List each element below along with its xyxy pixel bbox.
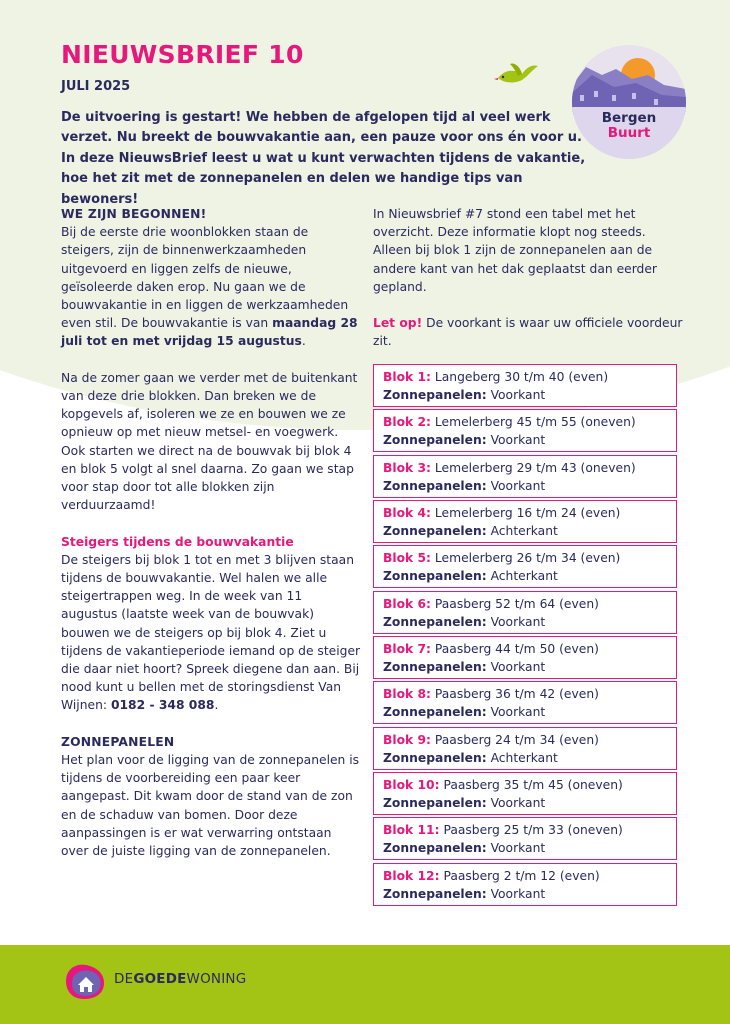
zonnepanelen-value: Voorkant: [490, 705, 546, 720]
blok-label: Blok 9:: [383, 732, 431, 747]
logo-word-bergen: Bergen: [601, 110, 657, 126]
zonnepanelen-value: Voorkant: [490, 433, 546, 448]
left-column: [61, 205, 361, 860]
blok-address: Paasberg 2 t/m 12 (even): [443, 868, 600, 883]
blok-label: Blok 5:: [383, 551, 431, 566]
zonnepanelen-label: Zonnepanelen:: [383, 796, 487, 811]
blok-zonnepanelen-line: [383, 794, 676, 812]
blok-address-line: [383, 821, 676, 839]
blok-item: [373, 681, 677, 724]
zonnepanelen-value: Voorkant: [490, 660, 546, 675]
blok-address: Lemelerberg 16 t/m 24 (even): [434, 506, 621, 521]
blok-item: [373, 455, 677, 498]
blok-address: Lemelerberg 26 t/m 34 (even): [434, 551, 621, 566]
blok-item: [373, 500, 677, 543]
zonnepanelen-label: Zonnepanelen:: [383, 388, 487, 402]
vacation-dates: maandag 28 juli tot en met vrijdag 15 augustus: [61, 316, 358, 349]
blok-item: [373, 817, 677, 860]
blok-address: Paasberg 52 t/m 64 (even): [434, 596, 599, 611]
blok-zonnepanelen-line: [383, 613, 676, 631]
zonnepanelen-label: Zonnepanelen:: [383, 705, 487, 720]
blok-address: Langeberg 30 t/m 40 (even): [434, 370, 609, 384]
blok-zonnepanelen-line: [383, 749, 676, 767]
blok-zonnepanelen-line: [383, 658, 676, 676]
blokken-list: [373, 364, 677, 908]
blok-label: Blok 4:: [383, 506, 431, 521]
blok-address: Lemelerberg 45 t/m 55 (oneven): [434, 415, 636, 430]
section-steigers-paragraph: De steigers bij blok 1 tot en met 3 blijven staan tijdens de bouwvakantie. Wel halen we alle steigertrappen weg. In de week van 11 augustus (laatste week van de bouwvak) bouwen we de steigers op bij blok 4. Ziet u tijdens de vakantieperiode iemand op de steiger die daar niet hoort? Spreek diegene dan aan. Bij nood kunt u bellen met de storingsdienst Van Wijnen: 0182 - 348 088.: [61, 552, 361, 713]
blok-address-line: [383, 549, 676, 567]
intro-text: De uitvoering is gestart! We hebben de afgelopen tijd al veel werk verzet. Nu breekt de bouwvakantie aan, een pauze voor ons én voor u. In deze NieuwsBrief leest u wat u kunt verwachten tijdens de vakantie, hoe het zit met de zonnepanelen en delen we handige tips van bewoners!: [61, 110, 586, 207]
let-op-note: Let op! De voorkant is waar uw officiele voordeur zit.: [373, 316, 683, 349]
blok-item: [373, 409, 677, 452]
blok-address-line: [383, 731, 676, 749]
blok-item: [373, 364, 677, 407]
zonnepanelen-label: Zonnepanelen:: [383, 660, 487, 675]
blok-zonnepanelen-line: [383, 885, 676, 903]
blok-address-line: [383, 504, 676, 522]
page-title: NIEUWSBRIEF 10: [61, 40, 304, 69]
section-heading-zonnepanelen: ZONNEPANELEN: [61, 734, 175, 749]
blok-label: Blok 2:: [383, 415, 431, 430]
section-begonnen-paragraph-2: Na de zomer gaan we verder met de buitenkant van deze drie blokken. Dan breken we de kopgevels af, isoleren we ze en bouwen we ze opnieuw op met nieuw metsel- en voegwerk. Ook starten we direct na de bouwvak bij blok 4 en blok 5 volgt al snel daarna. Zo gaan we stap voor stap door tot alle blokken zijn verduurzaamd!: [61, 370, 358, 513]
blok-item: [373, 863, 677, 906]
blok-address-line: [383, 459, 676, 477]
blok-item: [373, 636, 677, 679]
zonnepanelen-value: Voorkant: [490, 478, 546, 493]
blok-label: Blok 7:: [383, 642, 431, 657]
issue-date: JULI 2025: [61, 79, 131, 94]
zonnepanelen-label: Zonnepanelen:: [383, 750, 487, 765]
zonnepanelen-value: Achterkant: [490, 750, 558, 765]
zonnepanelen-value: Voorkant: [490, 614, 546, 629]
section-heading-steigers: Steigers tijdens de bouwvakantie: [61, 534, 294, 549]
blok-item: [373, 545, 677, 588]
zonnepanelen-value: Voorkant: [490, 841, 546, 856]
blok-address-line: [383, 368, 676, 386]
zonnepanelen-value: Achterkant: [490, 569, 558, 584]
zonnepanelen-label: Zonnepanelen:: [383, 614, 487, 629]
blok-zonnepanelen-line: [383, 703, 676, 721]
blok-zonnepanelen-line: [383, 839, 676, 857]
logo-word-buurt: Buurt: [607, 125, 651, 141]
zonnepanelen-label: Zonnepanelen:: [383, 841, 487, 856]
section-zonnepanelen-paragraph: Het plan voor de ligging van de zonnepanelen is tijdens de voorbereiding een paar keer aangepast. Dit kwam door de stand van de zon en de schaduw van bomen. Door deze aanpassingen is er wat verwarring ontstaan over de juiste ligging van de zonnepanelen.: [61, 753, 360, 859]
footer-brand-name: DEGOEDEWONING: [114, 971, 247, 987]
zonnepanelen-value: Voorkant: [490, 388, 546, 402]
blok-zonnepanelen-line: [383, 431, 676, 449]
zonnepanelen-value: Voorkant: [490, 796, 546, 811]
zonnepanelen-value: Voorkant: [490, 886, 546, 901]
blok-zonnepanelen-line: [383, 477, 676, 495]
blok-label: Blok 1:: [383, 370, 431, 384]
blok-zonnepanelen-line: [383, 522, 676, 540]
zonnepanelen-label: Zonnepanelen:: [383, 433, 487, 448]
zonnepanelen-label: Zonnepanelen:: [383, 569, 487, 584]
zonnepanelen-label: Zonnepanelen:: [383, 478, 487, 493]
blok-zonnepanelen-line: [383, 386, 676, 404]
blok-item: [373, 727, 677, 770]
blok-label: Blok 8:: [383, 687, 431, 702]
blok-label: Blok 11:: [383, 823, 440, 838]
zonnepanelen-label: Zonnepanelen:: [383, 886, 487, 901]
zonnepanelen-label: Zonnepanelen:: [383, 524, 487, 539]
blok-zonnepanelen-line: [383, 567, 676, 585]
phone-number[interactable]: 0182 - 348 088: [110, 698, 215, 713]
blok-address-line: [383, 867, 676, 885]
section-heading-begonnen: WE ZIJN BEGONNEN!: [61, 207, 207, 221]
blok-label: Blok 12:: [383, 868, 440, 883]
blok-address-line: [383, 640, 676, 658]
blok-address-line: [383, 685, 676, 703]
blok-address: Paasberg 44 t/m 50 (even): [434, 642, 599, 657]
blok-label: Blok 10:: [383, 778, 440, 793]
blok-item: [373, 591, 677, 634]
blok-address: Paasberg 25 t/m 33 (oneven): [443, 823, 623, 838]
blok-label: Blok 6:: [383, 596, 431, 611]
section-begonnen-paragraph-1: Bij de eerste drie woonblokken staan de steigers, zijn de binnenwerkzaamheden uitgevoerd en liggen zelfs de nieuwe, geïsoleerde daken erop. Nu gaan we de bouwvakantie in en liggen de werkzaamheden even stil. De bouwvakantie is van maandag 28 juli tot en met vrijdag 15 augustus.: [61, 225, 358, 349]
blok-address: Paasberg 35 t/m 45 (oneven): [443, 778, 623, 793]
blok-address-line: [383, 776, 676, 794]
blok-address: Lemelerberg 29 t/m 43 (oneven): [434, 460, 636, 475]
blok-address-line: [383, 595, 676, 613]
blok-address: Paasberg 24 t/m 34 (even): [434, 732, 599, 747]
zonnepanelen-value: Achterkant: [490, 524, 558, 539]
blok-address-line: [383, 413, 676, 431]
right-column: [373, 205, 685, 351]
blok-label: Blok 3:: [383, 460, 431, 475]
blok-item: [373, 772, 677, 815]
bird-icon: [492, 58, 540, 88]
blok-address: Paasberg 36 t/m 42 (even): [434, 687, 599, 702]
overview-paragraph: In Nieuwsbrief #7 stond een tabel met het overzicht. Deze informatie klopt nog steeds. Alleen bij blok 1 zijn de zonnepanelen aan de andere kant van het dak geplaatst dan eerder gepland.: [373, 207, 657, 294]
let-op-label: Let op!: [373, 316, 423, 331]
